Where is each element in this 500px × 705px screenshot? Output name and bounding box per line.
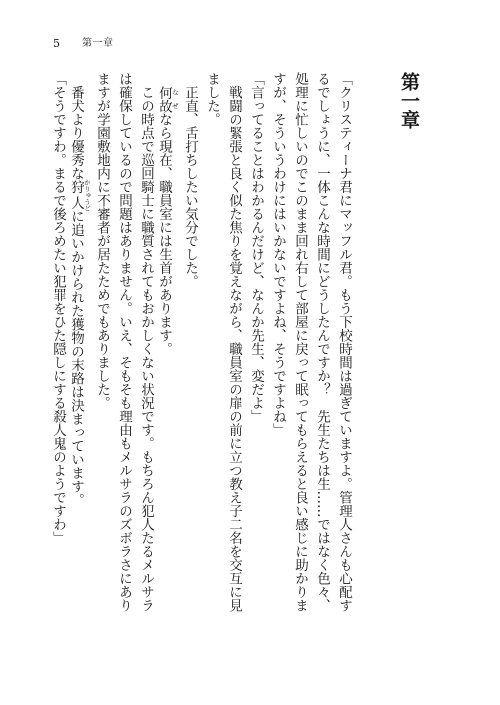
text-line-06: 戦闘の緊張と良く似た焦りを覚えながら、職員室の扉の前に立つ教え子二名を交互に見 bbox=[226, 72, 242, 612]
text-segment-after: なら現在、職員室には生首があります。 bbox=[156, 112, 172, 356]
page-number: 5 bbox=[53, 37, 60, 50]
text-segment-before bbox=[156, 72, 172, 86]
text-line-05: 「言ってることはわかるんだけど、なんか先生、変だよ」 bbox=[248, 72, 264, 423]
text-line-04: すが、そういうわけにはいかないですよね、そうですよね」 bbox=[270, 72, 286, 437]
ruby-base: 狩人 bbox=[68, 178, 84, 212]
text-line-03: 処理に忙しいのでこのまま回れ右して部屋に戻って眠ってもらえると良い感じに助かりま bbox=[292, 72, 308, 612]
text-segment-before: 番犬より優秀な bbox=[68, 72, 84, 180]
text-line-13 bbox=[69, 72, 91, 507]
text-line-12: ますが学園敷地内に不審者が居たためでもありました。 bbox=[94, 72, 110, 410]
text-line-14: 「そうですわ。まるで後ろめたい犯罪をひた隠しにする殺人鬼のようですわ」 bbox=[50, 72, 66, 545]
ruby-word bbox=[68, 178, 91, 212]
text-line-02: るでしょうに、一体こんな時間にどうしたんですか？ 先生たちは生……ではなく色々、 bbox=[314, 72, 330, 612]
text-line-09 bbox=[157, 72, 179, 356]
ruby-word bbox=[156, 85, 179, 113]
text-line-10: この時点で巡回騎士に職質されてもおかしくない状況です。もちろん犯人たるメルサラ bbox=[138, 72, 154, 612]
text-line-11: は確保しているので問題はありません。いえ、そもそも理由もメルサラのズボラさにあり bbox=[116, 72, 132, 612]
text-line-08: 正直、舌打ちしたい気分でした。 bbox=[182, 72, 198, 288]
text-segment-after: に追いかけられた獲物の末路は決まっています。 bbox=[68, 209, 84, 507]
ruby-reading: なぜ bbox=[171, 85, 179, 113]
chapter-heading: 第一章 bbox=[398, 72, 420, 129]
text-line-07: ました。 bbox=[204, 72, 220, 126]
ruby-base: 何故 bbox=[156, 85, 172, 113]
text-line-01: 「クリスティーナ君にマッフル君。もう下校時間は過ぎていますよ。管理人さんも心配す bbox=[336, 72, 352, 612]
running-header-chapter: 第一章 bbox=[82, 38, 114, 49]
ruby-reading: かりゅうど bbox=[83, 178, 91, 212]
